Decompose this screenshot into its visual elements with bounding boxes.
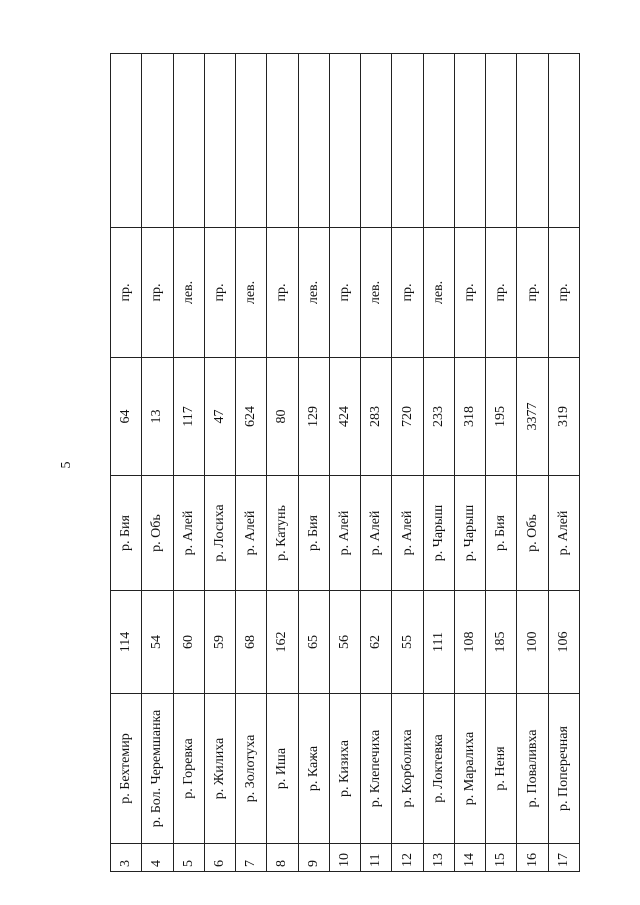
table-row	[267, 54, 298, 872]
rivers-table	[110, 53, 580, 872]
river-length: 56	[329, 591, 360, 694]
empty-cell	[548, 54, 579, 228]
flows-into: р. Алей	[392, 476, 423, 591]
table-row	[392, 54, 423, 872]
row-number: 15	[486, 844, 517, 872]
empty-cell	[486, 54, 517, 228]
river-name: р. Поваливха	[517, 694, 548, 844]
distance-from-mouth: 424	[329, 358, 360, 476]
bank-side: пр.	[329, 228, 360, 358]
bank-side: пр.	[111, 228, 142, 358]
bank-side: пр.	[392, 228, 423, 358]
distance-from-mouth: 80	[267, 358, 298, 476]
row-number: 4	[142, 844, 173, 872]
distance-from-mouth: 318	[454, 358, 485, 476]
row-number: 11	[361, 844, 392, 872]
river-name: р. Неня	[486, 694, 517, 844]
bank-side: лев.	[298, 228, 329, 358]
row-number: 10	[329, 844, 360, 872]
flows-into: р. Обь	[142, 476, 173, 591]
river-length: 162	[267, 591, 298, 694]
distance-from-mouth: 283	[361, 358, 392, 476]
distance-from-mouth: 233	[423, 358, 454, 476]
flows-into: р. Алей	[361, 476, 392, 591]
distance-from-mouth: 720	[392, 358, 423, 476]
flows-into: р. Лосиха	[204, 476, 235, 591]
empty-cell	[423, 54, 454, 228]
table-row	[329, 54, 360, 872]
row-number: 16	[517, 844, 548, 872]
distance-from-mouth: 47	[204, 358, 235, 476]
distance-from-mouth: 64	[111, 358, 142, 476]
row-number: 7	[236, 844, 267, 872]
row-number: 17	[548, 844, 579, 872]
table-row	[173, 54, 204, 872]
empty-cell	[111, 54, 142, 228]
river-name: р. Жилиха	[204, 694, 235, 844]
table-row	[423, 54, 454, 872]
flows-into: р. Алей	[329, 476, 360, 591]
distance-from-mouth: 319	[548, 358, 579, 476]
distance-from-mouth: 129	[298, 358, 329, 476]
empty-cell	[298, 54, 329, 228]
flows-into: р. Алей	[173, 476, 204, 591]
bank-side: лев.	[173, 228, 204, 358]
river-length: 111	[423, 591, 454, 694]
row-number: 12	[392, 844, 423, 872]
bank-side: лев.	[423, 228, 454, 358]
table-row	[517, 54, 548, 872]
table-row	[454, 54, 485, 872]
table-row	[298, 54, 329, 872]
row-number: 9	[298, 844, 329, 872]
river-length: 55	[392, 591, 423, 694]
distance-from-mouth: 3377	[517, 358, 548, 476]
flows-into: р. Катунь	[267, 476, 298, 591]
river-name: р. Горевка	[173, 694, 204, 844]
page-number: 5	[59, 461, 74, 469]
bank-side: пр.	[267, 228, 298, 358]
empty-cell	[329, 54, 360, 228]
river-name: р. Бол. Черемшанка	[142, 694, 173, 844]
distance-from-mouth: 117	[173, 358, 204, 476]
row-number: 6	[204, 844, 235, 872]
distance-from-mouth: 13	[142, 358, 173, 476]
empty-cell	[361, 54, 392, 228]
river-length: 59	[204, 591, 235, 694]
empty-cell	[454, 54, 485, 228]
river-length: 60	[173, 591, 204, 694]
river-length: 65	[298, 591, 329, 694]
river-length: 114	[111, 591, 142, 694]
flows-into: р. Бия	[111, 476, 142, 591]
river-length: 68	[236, 591, 267, 694]
river-length: 54	[142, 591, 173, 694]
flows-into: р. Алей	[548, 476, 579, 591]
row-number: 13	[423, 844, 454, 872]
river-length: 106	[548, 591, 579, 694]
river-name: р. Бехтемир	[111, 694, 142, 844]
table-body	[111, 54, 580, 872]
bank-side: пр.	[548, 228, 579, 358]
flows-into: р. Алей	[236, 476, 267, 591]
distance-from-mouth: 624	[236, 358, 267, 476]
bank-side: лев.	[236, 228, 267, 358]
river-name: р. Маралиха	[454, 694, 485, 844]
empty-cell	[267, 54, 298, 228]
empty-cell	[173, 54, 204, 228]
table-row	[142, 54, 173, 872]
flows-into: р. Бия	[486, 476, 517, 591]
river-name: р. Иша	[267, 694, 298, 844]
flows-into: р. Чарыш	[423, 476, 454, 591]
distance-from-mouth: 195	[486, 358, 517, 476]
bank-side: пр.	[486, 228, 517, 358]
bank-side: лев.	[361, 228, 392, 358]
river-name: р. Поперечная	[548, 694, 579, 844]
table-row	[111, 54, 142, 872]
empty-cell	[392, 54, 423, 228]
flows-into: р. Обь	[517, 476, 548, 591]
river-length: 185	[486, 591, 517, 694]
river-length: 108	[454, 591, 485, 694]
empty-cell	[236, 54, 267, 228]
table-row	[204, 54, 235, 872]
bank-side: пр.	[204, 228, 235, 358]
row-number: 8	[267, 844, 298, 872]
empty-cell	[204, 54, 235, 228]
rivers-table-rotated	[110, 54, 580, 872]
empty-cell	[142, 54, 173, 228]
river-name: р. Золотуха	[236, 694, 267, 844]
empty-cell	[517, 54, 548, 228]
table-row	[486, 54, 517, 872]
flows-into: р. Бия	[298, 476, 329, 591]
table-row	[548, 54, 579, 872]
bank-side: пр.	[142, 228, 173, 358]
table-row	[361, 54, 392, 872]
river-name: р. Локтевка	[423, 694, 454, 844]
river-length: 100	[517, 591, 548, 694]
river-name: р. Клепечиха	[361, 694, 392, 844]
bank-side: пр.	[454, 228, 485, 358]
row-number: 5	[173, 844, 204, 872]
row-number: 14	[454, 844, 485, 872]
river-length: 62	[361, 591, 392, 694]
table-row	[236, 54, 267, 872]
flows-into: р. Чарыш	[454, 476, 485, 591]
row-number: 3	[111, 844, 142, 872]
river-name: р. Кизиха	[329, 694, 360, 844]
bank-side: пр.	[517, 228, 548, 358]
river-name: р. Кажа	[298, 694, 329, 844]
river-name: р. Корболиха	[392, 694, 423, 844]
